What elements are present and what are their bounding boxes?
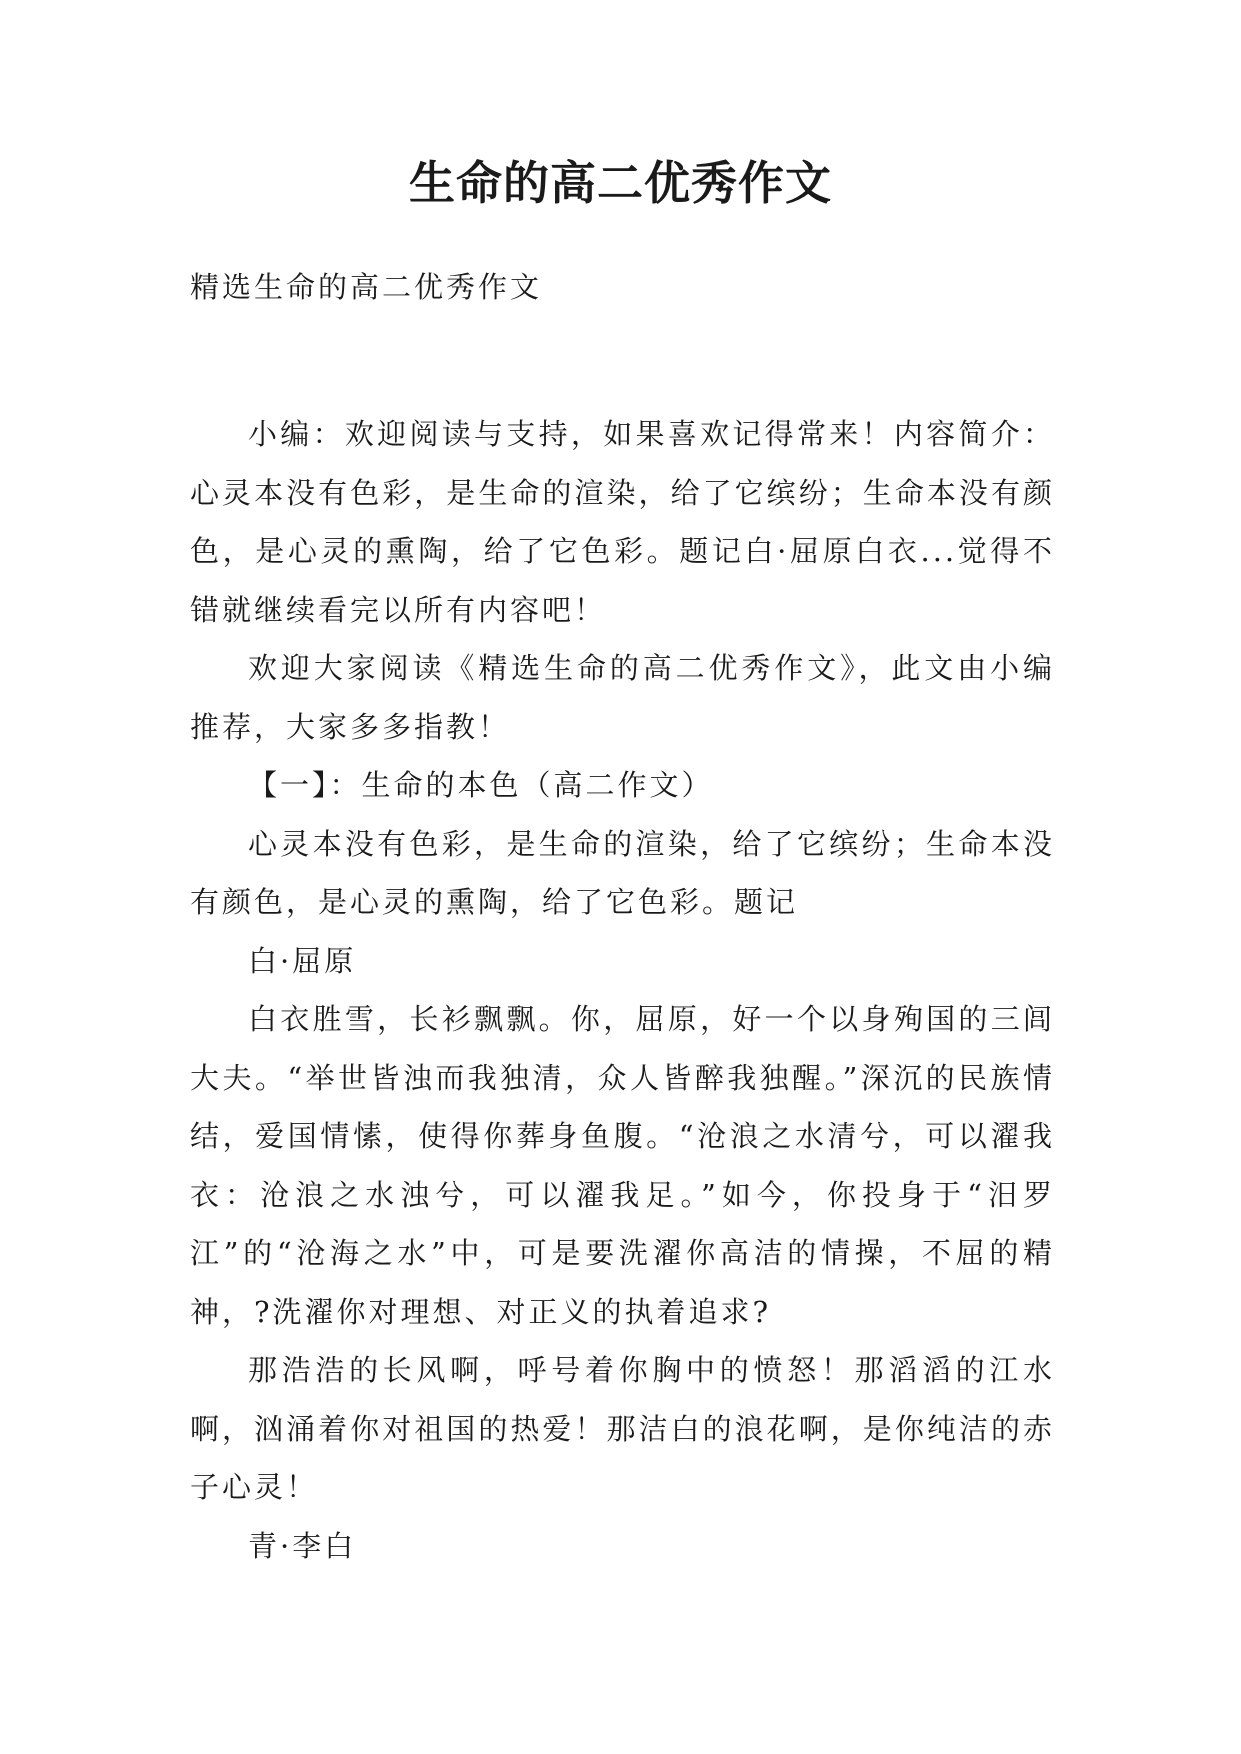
section-heading: 【一】：生命的本色（高二作文） xyxy=(248,768,714,802)
paragraph-welcome: 欢迎大家阅读《精选生命的高二优秀作文》，此文由小编推荐，大家多多指教！ xyxy=(190,651,1055,744)
document-subtitle: 精选生命的高二优秀作文 xyxy=(190,270,543,304)
paragraph-qu-yuan: 白衣胜雪，长衫飘飘。你，屈原，好一个以身殉国的三闾大夫。“举世皆浊而我独清，众人皆醉我独醒。”深沉的民族情结，爱国情愫，使得你葬身鱼腹。“沧浪之水清兮，可以濯我衣：沧浪之水浊兮，可以濯我足。”如今，你投身于“汨罗江”的“沧海之水”中，可是要洗濯你高洁的情操，不屈的精神，?洗濯你对理想、对正义的执着追求? xyxy=(190,1002,1055,1329)
paragraph-river: 那浩浩的长风啊，呼号着你胸中的愤怒！那滔滔的江水啊，汹涌着你对祖国的热爱！那洁白的浪花啊，是你纯洁的赤子心灵！ xyxy=(190,1353,1055,1504)
document-body xyxy=(190,405,1055,1575)
paragraph-epigraph: 心灵本没有色彩，是生命的渲染，给了它缤纷；生命本没有颜色，是心灵的熏陶，给了它色彩。题记 xyxy=(190,826,1055,919)
subheading-li-bai: 青·李白 xyxy=(248,1528,357,1563)
document-title: 生命的高二优秀作文 xyxy=(409,156,832,210)
subheading-qu-yuan: 白·屈原 xyxy=(248,943,357,978)
paragraph-intro: 小编：欢迎阅读与支持，如果喜欢记得常来！内容简介：心灵本没有色彩，是生命的渲染，给了它缤纷；生命本没有颜色，是心灵的熏陶，给了它色彩。题记白·屈原白衣...觉得不错就继续看完以所有内容吧！ xyxy=(190,417,1055,627)
